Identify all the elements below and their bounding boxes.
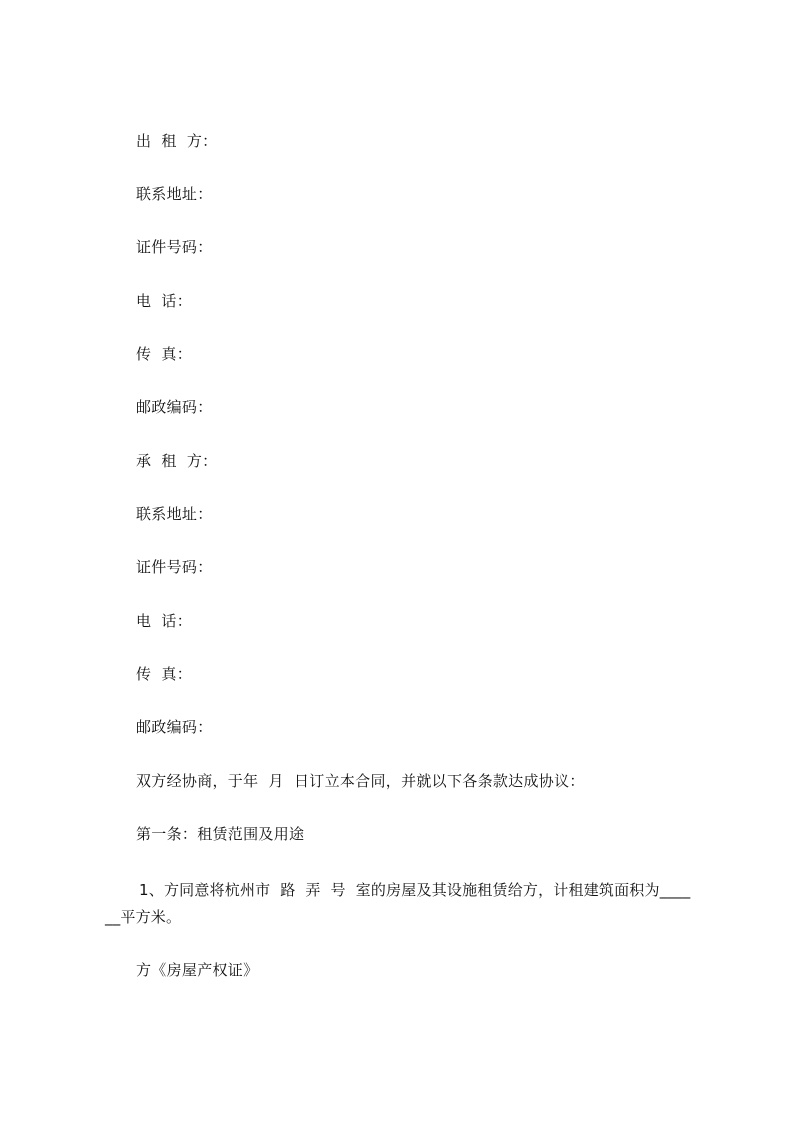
lessee-phone-label: 电 话： xyxy=(136,612,193,630)
lessor-id-label: 证件号码： xyxy=(136,238,213,256)
clause-one-paragraph xyxy=(105,877,705,931)
lessee-party-label: 承 租 方： xyxy=(136,452,218,470)
lessee-address-label: 联系地址： xyxy=(136,505,213,523)
property-certificate-line: 方《房屋产权证》 xyxy=(136,961,259,979)
agreement-intro: 双方经协商，于年 月 日订立本合同，并就以下各条款达成协议： xyxy=(136,772,585,790)
lessor-fax-label: 传 真： xyxy=(136,345,193,363)
lessee-fax-label: 传 真： xyxy=(136,665,193,683)
lessor-address-label: 联系地址： xyxy=(136,185,213,203)
lessee-postcode-label: 邮政编码： xyxy=(136,718,213,736)
lessee-id-label: 证件号码： xyxy=(136,558,213,576)
article-one-heading: 第一条：租赁范围及用途 xyxy=(136,825,305,843)
lessor-postcode-label: 邮政编码： xyxy=(136,398,213,416)
clause-one-line-2: __平方米。 xyxy=(105,908,182,926)
lessor-party-label: 出 租 方： xyxy=(136,132,218,150)
lessor-phone-label: 电 话： xyxy=(136,292,193,310)
clause-one-line-1: 1、方同意将杭州市 路 弄 号 室的房屋及其设施租赁给方，计租建筑面积为____ xyxy=(139,881,691,899)
